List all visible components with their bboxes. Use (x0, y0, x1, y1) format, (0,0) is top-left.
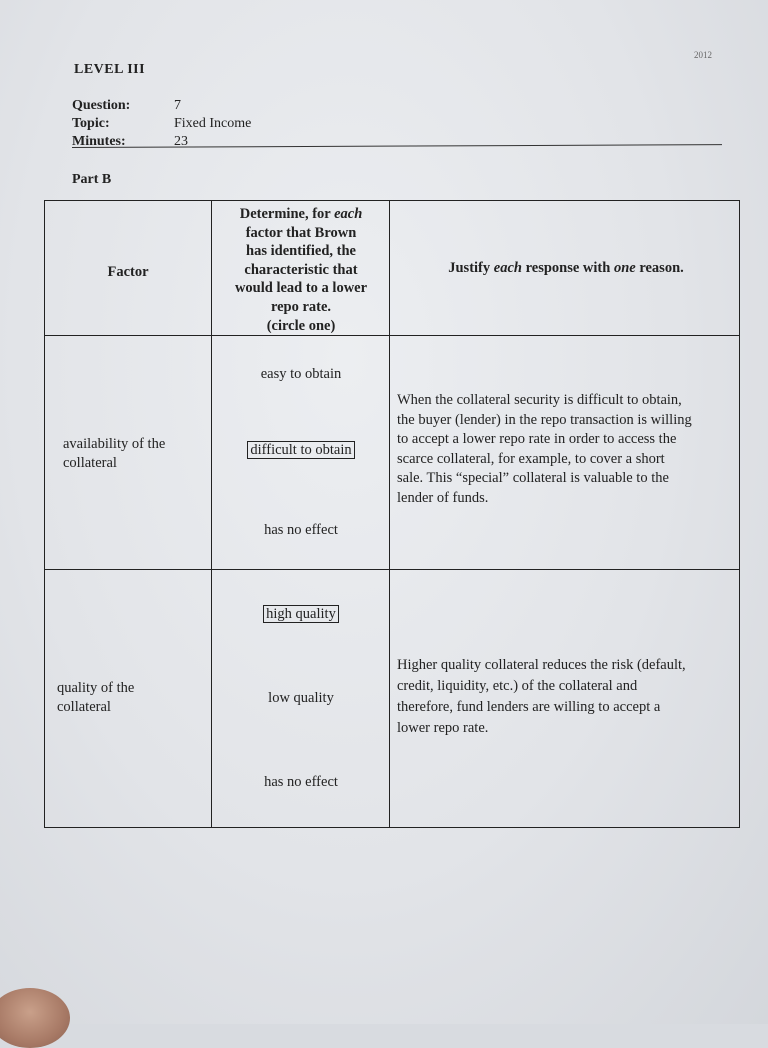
selected-answer-box: high quality (263, 605, 339, 623)
column-divider (211, 201, 212, 827)
selected-answer-box: difficult to obtain (247, 441, 354, 459)
minutes-value: 23 (174, 134, 188, 149)
row1-option-no-effect[interactable]: has no effect (264, 522, 338, 538)
header-determine-l1b: each (334, 206, 363, 222)
row1-factor (63, 435, 165, 473)
row1-option-difficult[interactable] (213, 441, 389, 460)
row1-reason-l6: lender of funds. (397, 489, 489, 506)
page-year: 2012 (694, 50, 712, 60)
thumb-photo-artifact (0, 988, 70, 1048)
header-justify (391, 259, 741, 278)
header-factor: Factor (107, 264, 149, 280)
header-determine-l5: would lead to a lower (234, 280, 368, 297)
row2-reason-l1: Higher quality collateral reduces the risk (default, (397, 657, 686, 673)
row1-reason-l3: to accept a lower repo rate in order to access the (397, 431, 677, 448)
row2-option-high[interactable] (213, 605, 389, 624)
exam-level: LEVEL III (74, 62, 146, 77)
header-determine-l6: repo rate. (270, 298, 332, 315)
row1-factor-l2: collateral (63, 455, 117, 471)
row-divider (45, 569, 739, 570)
header-determine-l2: factor that Brown (245, 224, 357, 241)
row1-factor-l1: availability of the (63, 436, 166, 452)
header-justify-a: Justify (448, 260, 494, 276)
header-determine-l4: characteristic that (244, 261, 358, 278)
row2-factor (57, 679, 134, 717)
header-justify-c: response with (521, 260, 614, 276)
header-determine (213, 205, 389, 335)
row1-reason (397, 391, 692, 509)
row1-option-easy[interactable]: easy to obtain (260, 366, 342, 382)
row2-option-low[interactable]: low quality (268, 690, 334, 706)
row1-reason-l1: When the collateral security is difficult to obtain, (397, 392, 682, 408)
row-divider (45, 335, 739, 336)
question-value: 7 (174, 98, 181, 113)
row1-reason-l5: sale. This “special” collateral is valuable to the (397, 470, 669, 487)
header-justify-b: each (493, 260, 522, 276)
topic-value: Fixed Income (174, 116, 252, 131)
row2-reason-l3: therefore, fund lenders are willing to accept a (397, 699, 661, 715)
row2-option-no-effect[interactable]: has no effect (264, 774, 338, 790)
part-title: Part B (72, 172, 112, 187)
minutes-label: Minutes: (72, 134, 126, 149)
row2-reason-l2: credit, liquidity, etc.) of the collateral and (397, 678, 638, 694)
row1-reason-l2: the buyer (lender) in the repo transaction is willing (397, 411, 692, 428)
header-determine-l7: (circle one) (266, 317, 336, 334)
header-justify-d: one (613, 260, 636, 276)
row1-reason-l4: scarce collateral, for example, to cover a short (397, 450, 665, 467)
answer-table (44, 200, 740, 828)
header-determine-l3: has identified, the (246, 243, 356, 260)
row2-reason-l4: lower repo rate. (397, 720, 489, 736)
row2-factor-l1: quality of the (57, 680, 135, 696)
column-divider (389, 201, 390, 827)
row2-reason (397, 655, 686, 739)
header-justify-e: reason. (635, 260, 684, 276)
question-label: Question: (72, 98, 131, 113)
topic-label: Topic: (72, 116, 110, 131)
header-determine-l1a: Determine, for (239, 206, 335, 222)
row2-factor-l2: collateral (57, 699, 111, 715)
